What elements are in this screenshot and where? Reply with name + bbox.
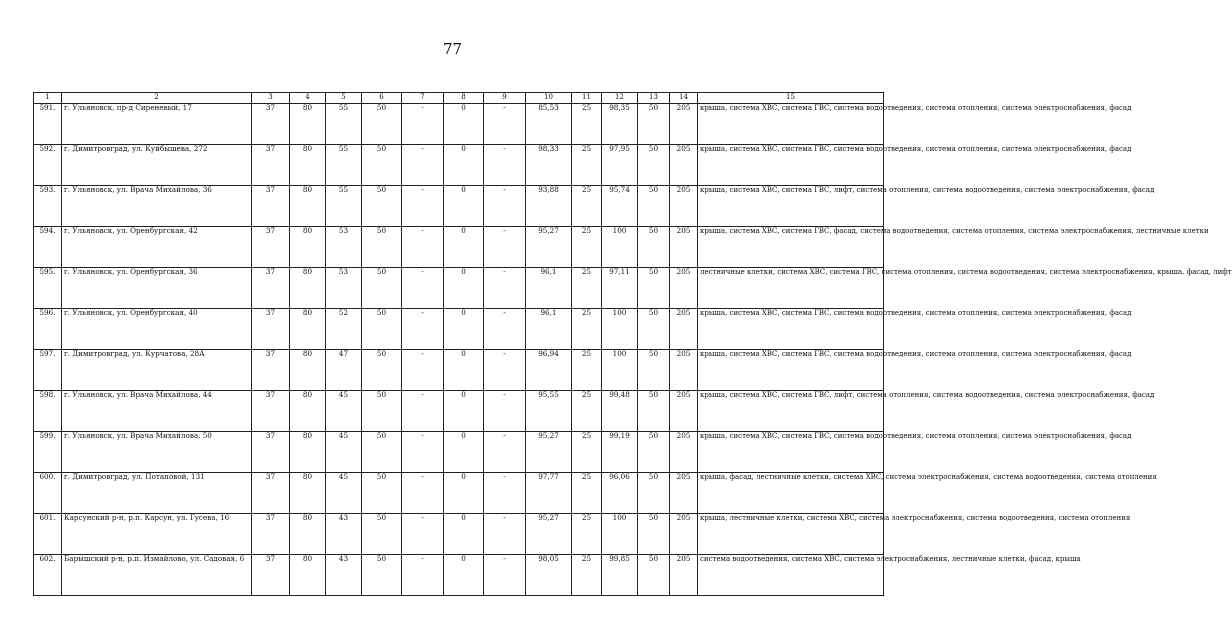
value-cell: 50 [362,309,402,350]
table-row [34,555,884,596]
address: г. Ульяновск, ул. Врача Михайлова, 50 [62,432,252,473]
works-list: крыша, фасад, лестничные клетки, система ХВС, система электроснабжения, система водоотведения, система отопления [698,473,884,514]
value-cell: 25 [572,432,602,473]
column-number: 2 [62,93,252,104]
value-cell: 25 [572,268,602,309]
column-number: 11 [572,93,602,104]
value-cell: 205 [670,391,698,432]
table-row [34,186,884,227]
value-cell: 37 [252,104,290,145]
value-cell: 97,11 [602,268,638,309]
value-cell: 47 [326,350,362,391]
value-cell: 96,94 [526,350,572,391]
value-cell: 80 [290,186,326,227]
value-cell: 25 [572,104,602,145]
row-number: 594. [34,227,62,268]
value-cell: 80 [290,514,326,555]
housing-repair-table [33,92,1232,596]
value-cell: 205 [670,145,698,186]
address: г. Ульяновск, ул. Врача Михайлова, 44 [62,391,252,432]
row-number: 595. [34,268,62,309]
column-number: 12 [602,93,638,104]
row-number: 600. [34,473,62,514]
value-cell: 0 [444,391,484,432]
value-cell: 0 [444,514,484,555]
value-cell: 205 [670,432,698,473]
value-cell: 85,53 [526,104,572,145]
value-cell: 97,95 [602,145,638,186]
value-cell: 96,1 [526,309,572,350]
value-cell: 50 [362,473,402,514]
value-cell: 37 [252,391,290,432]
value-cell: 95,55 [526,391,572,432]
value-cell: 95,74 [602,186,638,227]
address: Карсунский р-н, р.п. Карсун, ул. Гусева, 16 [62,514,252,555]
row-number: 596. [34,309,62,350]
value-cell: 80 [290,145,326,186]
address: г. Димитровград, ул. Курчатова, 28А [62,350,252,391]
value-cell: - [484,145,526,186]
value-cell: 205 [670,555,698,596]
column-number: 7 [402,93,444,104]
value-cell: - [484,350,526,391]
works-list: крыша, система ХВС, система ГВС, система водоотведения, система отопления, система электроснабжения, фасад [698,350,884,391]
value-cell: 50 [362,227,402,268]
value-cell: - [402,514,444,555]
value-cell: - [484,186,526,227]
value-cell: 55 [326,104,362,145]
value-cell: - [484,391,526,432]
value-cell: - [402,350,444,391]
value-cell: 80 [290,268,326,309]
value-cell: 95,27 [526,514,572,555]
value-cell: 50 [638,268,670,309]
value-cell: 100 [602,350,638,391]
column-number: 13 [638,93,670,104]
value-cell: 25 [572,227,602,268]
address: г. Димитровград, ул. Куйбышева, 272 [62,145,252,186]
column-number: 8 [444,93,484,104]
column-number: 1 [34,93,62,104]
value-cell: 93,88 [526,186,572,227]
value-cell: 98,35 [602,104,638,145]
column-number: 4 [290,93,326,104]
value-cell: 100 [602,309,638,350]
works-list: крыша, лестничные клетки, система ХВС, система электроснабжения, система водоотведения, система отопления [698,514,884,555]
value-cell: - [402,227,444,268]
page-number: 77 [442,40,463,58]
value-cell: 80 [290,309,326,350]
value-cell: 50 [362,186,402,227]
value-cell: 95,27 [526,432,572,473]
value-cell: 43 [326,555,362,596]
value-cell: 99,48 [602,391,638,432]
value-cell: 0 [444,350,484,391]
value-cell: - [402,186,444,227]
value-cell: 205 [670,350,698,391]
value-cell: 25 [572,473,602,514]
value-cell: 205 [670,186,698,227]
row-number: 593. [34,186,62,227]
value-cell: 97,77 [526,473,572,514]
table-row [34,473,884,514]
value-cell: 25 [572,186,602,227]
value-cell: 25 [572,514,602,555]
column-number: 10 [526,93,572,104]
works-list: крыша, система ХВС, система ГВС, система водоотведения, система отопления, система электроснабжения, фасад [698,145,884,186]
value-cell: 99,19 [602,432,638,473]
value-cell: - [484,268,526,309]
value-cell: 50 [362,268,402,309]
value-cell: 80 [290,432,326,473]
value-cell: 100 [602,227,638,268]
value-cell: 98,05 [526,555,572,596]
address: г. Ульяновск, ул. Оренбургская, 40 [62,309,252,350]
row-number: 602. [34,555,62,596]
value-cell: - [402,473,444,514]
value-cell: 25 [572,145,602,186]
value-cell: 37 [252,186,290,227]
value-cell: 50 [638,473,670,514]
value-cell: 52 [326,309,362,350]
column-number: 6 [362,93,402,104]
value-cell: - [484,104,526,145]
value-cell: 25 [572,309,602,350]
value-cell: 0 [444,473,484,514]
table-row [34,350,884,391]
value-cell: 0 [444,186,484,227]
value-cell: 53 [326,268,362,309]
value-cell: 205 [670,309,698,350]
value-cell: - [484,514,526,555]
value-cell: 50 [638,309,670,350]
value-cell: 80 [290,391,326,432]
table-row [34,268,884,309]
value-cell: 50 [362,350,402,391]
row-number: 591. [34,104,62,145]
value-cell: - [402,391,444,432]
value-cell: 50 [362,514,402,555]
value-cell: - [402,309,444,350]
value-cell: 50 [638,555,670,596]
value-cell: 205 [670,514,698,555]
value-cell: 45 [326,391,362,432]
column-number: 9 [484,93,526,104]
value-cell: 50 [638,391,670,432]
value-cell: 96,06 [602,473,638,514]
works-list: крыша, система ХВС, система ГВС, лифт, система отопления, система водоотведения, система электроснабжения, фасад [698,391,884,432]
works-list: крыша, система ХВС, система ГВС, система водоотведения, система отопления, система электроснабжения, фасад [698,309,884,350]
works-list: лестничные клетки, система ХВС, система ГВС, система отопления, система водоотведения, система электроснабжения, крыша, фасад, лифт [698,268,884,309]
row-number: 601. [34,514,62,555]
value-cell: 95,27 [526,227,572,268]
value-cell: - [484,309,526,350]
table-row [34,309,884,350]
value-cell: 37 [252,555,290,596]
value-cell: 50 [638,432,670,473]
value-cell: 0 [444,555,484,596]
value-cell: 80 [290,227,326,268]
value-cell: 37 [252,514,290,555]
column-number-row [34,93,884,104]
value-cell: - [484,432,526,473]
value-cell: 25 [572,555,602,596]
table-row [34,104,884,145]
value-cell: 37 [252,473,290,514]
value-cell: 50 [638,186,670,227]
row-number: 598. [34,391,62,432]
value-cell: 0 [444,309,484,350]
value-cell: 55 [326,145,362,186]
row-number: 597. [34,350,62,391]
value-cell: 50 [362,145,402,186]
value-cell: 0 [444,268,484,309]
column-number: 15 [698,93,884,104]
value-cell: 37 [252,309,290,350]
value-cell: 80 [290,473,326,514]
value-cell: 80 [290,350,326,391]
value-cell: 37 [252,227,290,268]
value-cell: 25 [572,391,602,432]
table-row [34,145,884,186]
value-cell: 205 [670,473,698,514]
value-cell: 99,85 [602,555,638,596]
value-cell: 50 [638,227,670,268]
value-cell: - [484,227,526,268]
address: г. Ульяновск, пр-д Сиреневый, 17 [62,104,252,145]
value-cell: 50 [638,104,670,145]
value-cell: 55 [326,186,362,227]
value-cell: 37 [252,432,290,473]
value-cell: 80 [290,104,326,145]
value-cell: 50 [362,432,402,473]
value-cell: 50 [362,104,402,145]
address: г. Ульяновск, ул. Оренбургская, 42 [62,227,252,268]
value-cell: 100 [602,514,638,555]
value-cell: - [402,268,444,309]
value-cell: 0 [444,145,484,186]
column-number: 3 [252,93,290,104]
row-number: 599. [34,432,62,473]
value-cell: - [402,104,444,145]
value-cell: 50 [362,555,402,596]
value-cell: 37 [252,268,290,309]
value-cell: 96,1 [526,268,572,309]
value-cell: 98,33 [526,145,572,186]
value-cell: 45 [326,473,362,514]
value-cell: 43 [326,514,362,555]
value-cell: 53 [326,227,362,268]
value-cell: 50 [638,350,670,391]
table-row [34,227,884,268]
value-cell: 80 [290,555,326,596]
works-list: система водоотведения, система ХВС, система электроснабжения, лестничные клетки, фасад, крыша [698,555,884,596]
value-cell: 50 [638,145,670,186]
value-cell: 205 [670,227,698,268]
value-cell: - [484,473,526,514]
value-cell: - [402,555,444,596]
works-list: крыша, система ХВС, система ГВС, фасад, система водоотведения, система отопления, система электроснабжения, лестничные клетки [698,227,884,268]
address: г. Ульяновск, ул. Врача Михайлова, 36 [62,186,252,227]
value-cell: 37 [252,350,290,391]
table-row [34,432,884,473]
row-number: 592. [34,145,62,186]
value-cell: - [402,432,444,473]
works-list: крыша, система ХВС, система ГВС, система водоотведения, система отопления, система электроснабжения, фасад [698,432,884,473]
works-list: крыша, система ХВС, система ГВС, система водоотведения, система отопления, система электроснабжения, фасад [698,104,884,145]
address: Барышский р-н, р.п. Измайлово, ул. Садовая, 6 [62,555,252,596]
value-cell: 25 [572,350,602,391]
column-number: 14 [670,93,698,104]
value-cell: 205 [670,104,698,145]
address: г. Димитровград, ул. Потаповой, 131 [62,473,252,514]
value-cell: - [402,145,444,186]
value-cell: 50 [362,391,402,432]
value-cell: 205 [670,268,698,309]
value-cell: 0 [444,227,484,268]
value-cell: 0 [444,432,484,473]
value-cell: 0 [444,104,484,145]
value-cell: - [484,555,526,596]
address: г. Ульяновск, ул. Оренбургская, 36 [62,268,252,309]
column-number: 5 [326,93,362,104]
value-cell: 50 [638,514,670,555]
table-row [34,514,884,555]
value-cell: 45 [326,432,362,473]
value-cell: 37 [252,145,290,186]
table-row [34,391,884,432]
works-list: крыша, система ХВС, система ГВС, лифт, система отопления, система водоотведения, система электроснабжения, фасад [698,186,884,227]
